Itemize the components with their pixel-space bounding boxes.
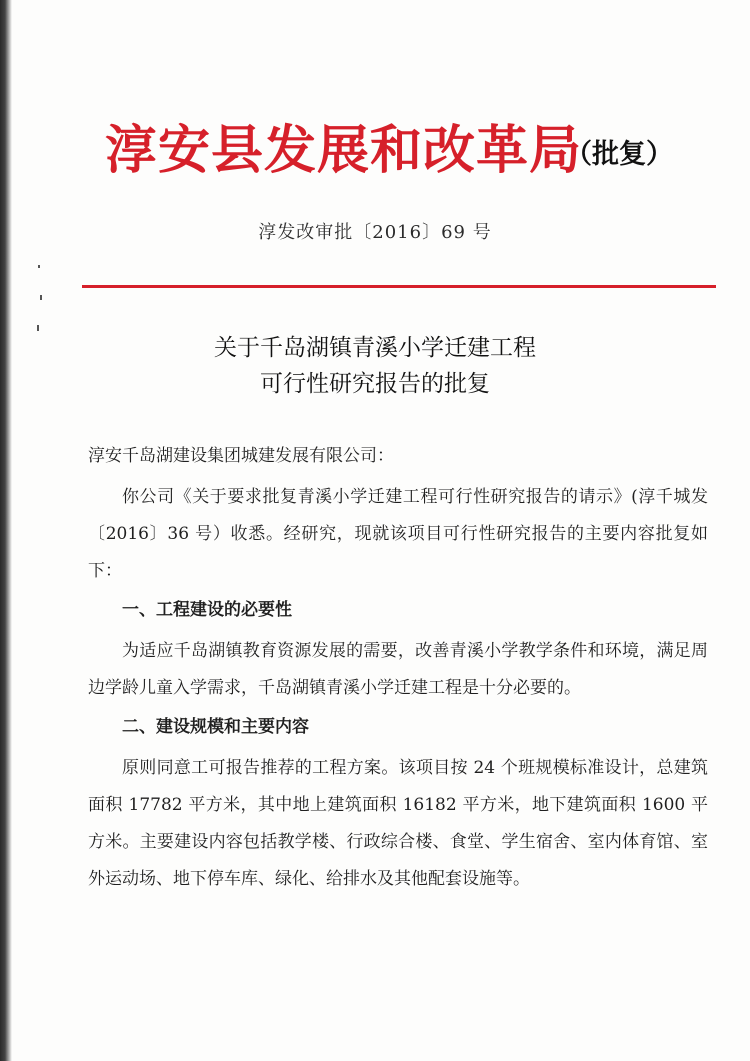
paragraph-request: 你公司《关于要求批复青溪小学迁建工程可行性研究报告的请示》(淳千城发〔2016〕36 号）收悉。经研究，现就该项目可行性研究报告的主要内容批复如下： <box>88 487 708 581</box>
speck <box>38 265 40 268</box>
section-heading-necessity: 一、工程建设的必要性 <box>122 600 292 620</box>
paragraph-necessity: 为适应千岛湖镇教育资源发展的需要，改善青溪小学教学条件和环境，满足周边学龄儿童入学需求，千岛湖镇青溪小学迁建工程是十分必要的。 <box>88 641 708 698</box>
document-title <box>0 330 750 402</box>
letterhead <box>105 108 705 188</box>
speck <box>40 295 42 300</box>
title-line-1: 关于千岛湖镇青溪小学迁建工程 <box>214 335 536 361</box>
agency-name: 淳安县发展和改革局 <box>105 120 583 181</box>
scan-edge-shadow <box>0 0 12 1061</box>
document-body <box>88 438 708 898</box>
document-kind: （批复） <box>565 139 673 170</box>
addressee: 淳安千岛湖建设集团城建发展有限公司： <box>88 446 394 466</box>
document-number: 淳发改审批〔2016〕69 号 <box>258 222 492 243</box>
paragraph-scale: 原则同意工可报告推荐的工程方案。该项目按 24 个班规模标准设计，总建筑面积 17782 平方米，其中地上建筑面积 16182 平方米，地下建筑面积 1600 平方米。主要建设内容包括教学楼、行政综合楼、食堂、学生宿舍、室内体育馆、室外运动场、地下停车库、绿化、给排水及其他配套设施等。 <box>88 758 708 889</box>
title-line-2: 可行性研究报告的批复 <box>260 371 490 397</box>
red-divider-line <box>82 285 716 288</box>
section-heading-scale: 二、建设规模和主要内容 <box>122 717 309 737</box>
